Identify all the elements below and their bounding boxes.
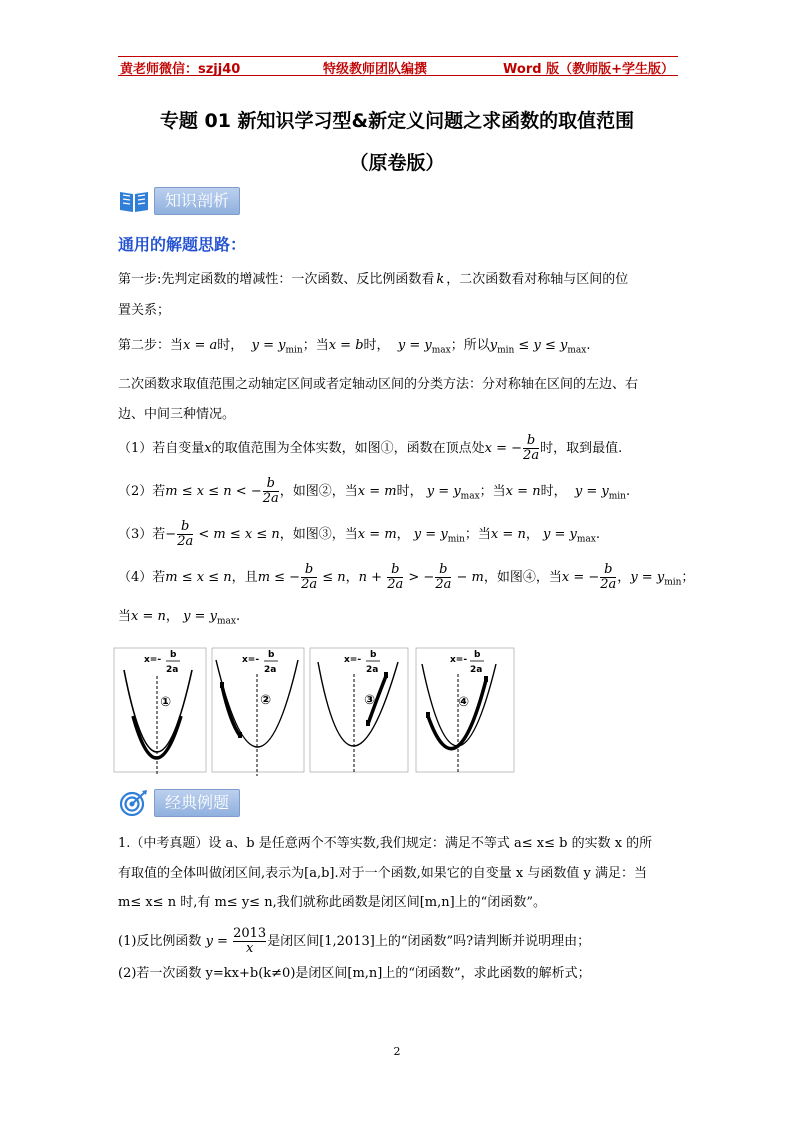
figure-1-den: 2a	[166, 665, 179, 675]
t: 时，	[540, 484, 567, 499]
figure-3-axis-label: x=-	[344, 655, 362, 665]
t: ，且	[231, 570, 258, 585]
t: ，	[617, 570, 631, 585]
subheading-general-approach: 通用的解题思路：	[118, 235, 247, 254]
case4-line1: （4）若m ≤ x ≤ n，且m ≤ − $\frac{b}{2a}$ ≤ n，n + $\frac{b}{2a}$ > − $\frac{b}{2a}$ − m，如图④，当x = − $\frac{b}{2a}$ ，$y = y_{min}$；	[118, 562, 695, 592]
t: max	[460, 491, 480, 502]
t: (1)反比例函数	[118, 934, 202, 949]
t: 2a	[523, 448, 540, 463]
figure-4-axis-label: x=-	[450, 655, 468, 665]
header-top-rule	[118, 56, 678, 57]
step1-text-a: 第一步:先判定函数的增减性：一次函数、反比例函数看	[118, 272, 435, 287]
t: .	[235, 609, 241, 624]
frac-b-2a	[387, 563, 403, 592]
t: min	[608, 491, 626, 502]
page-header	[118, 56, 678, 76]
frac-b-2a	[435, 563, 451, 592]
page-title: 专题 01 新知识学习型&新定义问题之求函数的取值范围	[159, 110, 635, 132]
t: .	[625, 484, 631, 499]
t: max	[216, 616, 236, 627]
t: 当	[118, 609, 132, 624]
figure-2-axis-label: x=-	[242, 655, 260, 665]
step2-line: 第二步：当x = a时， $y = y_{min}$；当x = b时， $y = y_{max}$；所以$y_{min} \le y \le y_{max}$.	[118, 338, 591, 356]
t: b	[526, 433, 536, 448]
header-right: Word 版（教师版+学生版）	[503, 62, 674, 77]
t: ；当	[479, 484, 506, 499]
t: ，如图②，当	[279, 484, 358, 499]
t: b	[439, 562, 448, 577]
parabola-figures	[112, 640, 522, 780]
figure-1-axis-label: x=-	[144, 655, 162, 665]
figure-1-label: ①	[160, 695, 172, 710]
figure-3-den: 2a	[366, 665, 379, 675]
t: 时，	[363, 338, 390, 353]
t: （3）若	[118, 527, 166, 542]
t: .	[586, 338, 591, 353]
t: 2a	[600, 577, 617, 592]
t: max	[567, 345, 587, 356]
para3-line2: 边、中间三种情况。	[118, 407, 236, 422]
step1-line2: 置关系；	[118, 303, 171, 318]
t: 第二步：当	[118, 338, 184, 353]
figure-4-den: 2a	[470, 665, 483, 675]
t: ，	[525, 527, 539, 542]
t: 2a	[177, 534, 194, 549]
t: 是闭区间[1,2013]上的“闭函数”吗?请判断并说明理由；	[267, 934, 591, 949]
case4-line2: 当x = n， $y = y_{max}$.	[118, 609, 241, 627]
para3-line1: 二次函数求取值范围之动轴定区间或者定轴动区间的分类方法：分对称轴在区间的左边、右	[118, 377, 639, 392]
t: ，	[396, 527, 410, 542]
t: max	[576, 534, 596, 545]
header-bottom-rule	[118, 75, 678, 76]
frac-2013-x	[233, 927, 266, 956]
header-center: 特级教师团队编撰	[323, 62, 428, 77]
frac-b-2a	[600, 563, 616, 592]
section-label-examples: 经典例题	[154, 789, 240, 817]
example-q1: (1)反比例函数 y = $\frac{2013}{x}$ 是闭区间[1,2013]上的“闭函数”吗?请判断并说明理由；	[118, 926, 591, 956]
figure-3	[310, 648, 408, 774]
case2-line: （2）若m ≤ x ≤ n < − $\frac{b}{2a}$ ，如图②，当x = m时， $y = y_{max}$；当x = n时， $y = y_{min}$.	[118, 476, 631, 506]
figure-1	[114, 648, 206, 776]
example-q2: (2)若一次函数 y=kx+b(k≠0)是闭区间[m,n]上的“闭函数”，求此函数的解析式；	[118, 966, 591, 981]
step1-text-b: ，二次函数看对称轴与区间的位	[446, 272, 629, 287]
t: max	[431, 345, 451, 356]
section-label-analysis: 知识剖析	[154, 187, 240, 215]
t: ；所以	[450, 338, 490, 353]
t: min	[447, 534, 465, 545]
t: （1）若自变量	[118, 441, 205, 456]
t: b	[266, 476, 275, 491]
page-subtitle: （原卷版）	[349, 152, 445, 174]
t: b	[391, 562, 400, 577]
t: ；当	[302, 338, 329, 353]
t: ，	[165, 609, 179, 624]
t: ，	[345, 570, 359, 585]
t: 2a	[387, 577, 404, 592]
figure-2	[212, 648, 304, 776]
example-line3: m≤ x≤ n 时,有 m≤ y≤ n,我们就称此函数是闭区间[m,n]上的“闭函数”。	[118, 895, 546, 910]
figure-3-num: b	[370, 650, 377, 660]
figure-2-den: 2a	[264, 665, 277, 675]
t: ，如图③，当	[279, 527, 358, 542]
page-number: 2	[393, 1045, 401, 1058]
figure-1-num: b	[170, 650, 177, 660]
example-line2: 有取值的全体叫做闭区间,表示为[a,b].对于一个函数,如果它的自变量 x 与函数值 y 满足：当	[118, 866, 647, 881]
t: 2a	[435, 577, 452, 592]
t: min	[664, 577, 682, 588]
case1-line: （1）若自变量x的取值范围为全体实数，如图①，函数在顶点处x = − $\frac{b}{2a}$ 时，取到最值.	[118, 433, 623, 463]
step1-k: k	[436, 272, 445, 287]
t: ；	[681, 570, 695, 585]
t: ；当	[464, 527, 491, 542]
t: 时，	[217, 338, 244, 353]
frac-b-2a	[177, 520, 193, 549]
t: 2013	[233, 926, 267, 941]
t: b	[181, 519, 190, 534]
t: min	[285, 345, 303, 356]
example-line1: 1.（中考真题）设 a、b 是任意两个不等实数,我们规定：满足不等式 a≤ x≤ b 的实数 x 的所	[118, 836, 653, 851]
figure-4	[416, 648, 514, 774]
t: （4）若	[118, 570, 166, 585]
figure-2-label: ②	[260, 693, 272, 708]
t: （2）若	[118, 484, 166, 499]
step1-line1	[118, 272, 628, 288]
t: .	[595, 527, 600, 542]
figure-3-label: ③	[364, 693, 376, 708]
target-icon	[118, 788, 150, 816]
t: b	[604, 562, 613, 577]
t: 时，取到最值.	[540, 441, 623, 456]
t: b	[304, 562, 314, 577]
case3-line: （3）若− $\frac{b}{2a}$ < m ≤ x ≤ n，如图③，当x = m， $y = y_{min}$；当x = n， $y = y_{max}$.	[118, 519, 600, 549]
t: min	[497, 345, 515, 356]
t: x	[233, 941, 266, 956]
t: ，如图④，当	[483, 570, 562, 585]
figure-4-num: b	[474, 650, 481, 660]
figure-4-label: ④	[458, 695, 470, 710]
frac-b-2a	[263, 477, 279, 506]
t: 2a	[301, 577, 318, 592]
figure-2-num: b	[268, 650, 275, 660]
t: 时，	[396, 484, 423, 499]
t: 2a	[262, 491, 279, 506]
open-book-icon	[118, 186, 150, 214]
t: 的取值范围为全体实数，如图①，函数在顶点处	[211, 441, 485, 456]
frac-b-2a	[301, 563, 317, 592]
frac-b-2a	[523, 434, 539, 463]
header-left: 黄老师微信：szjj40	[120, 62, 241, 77]
